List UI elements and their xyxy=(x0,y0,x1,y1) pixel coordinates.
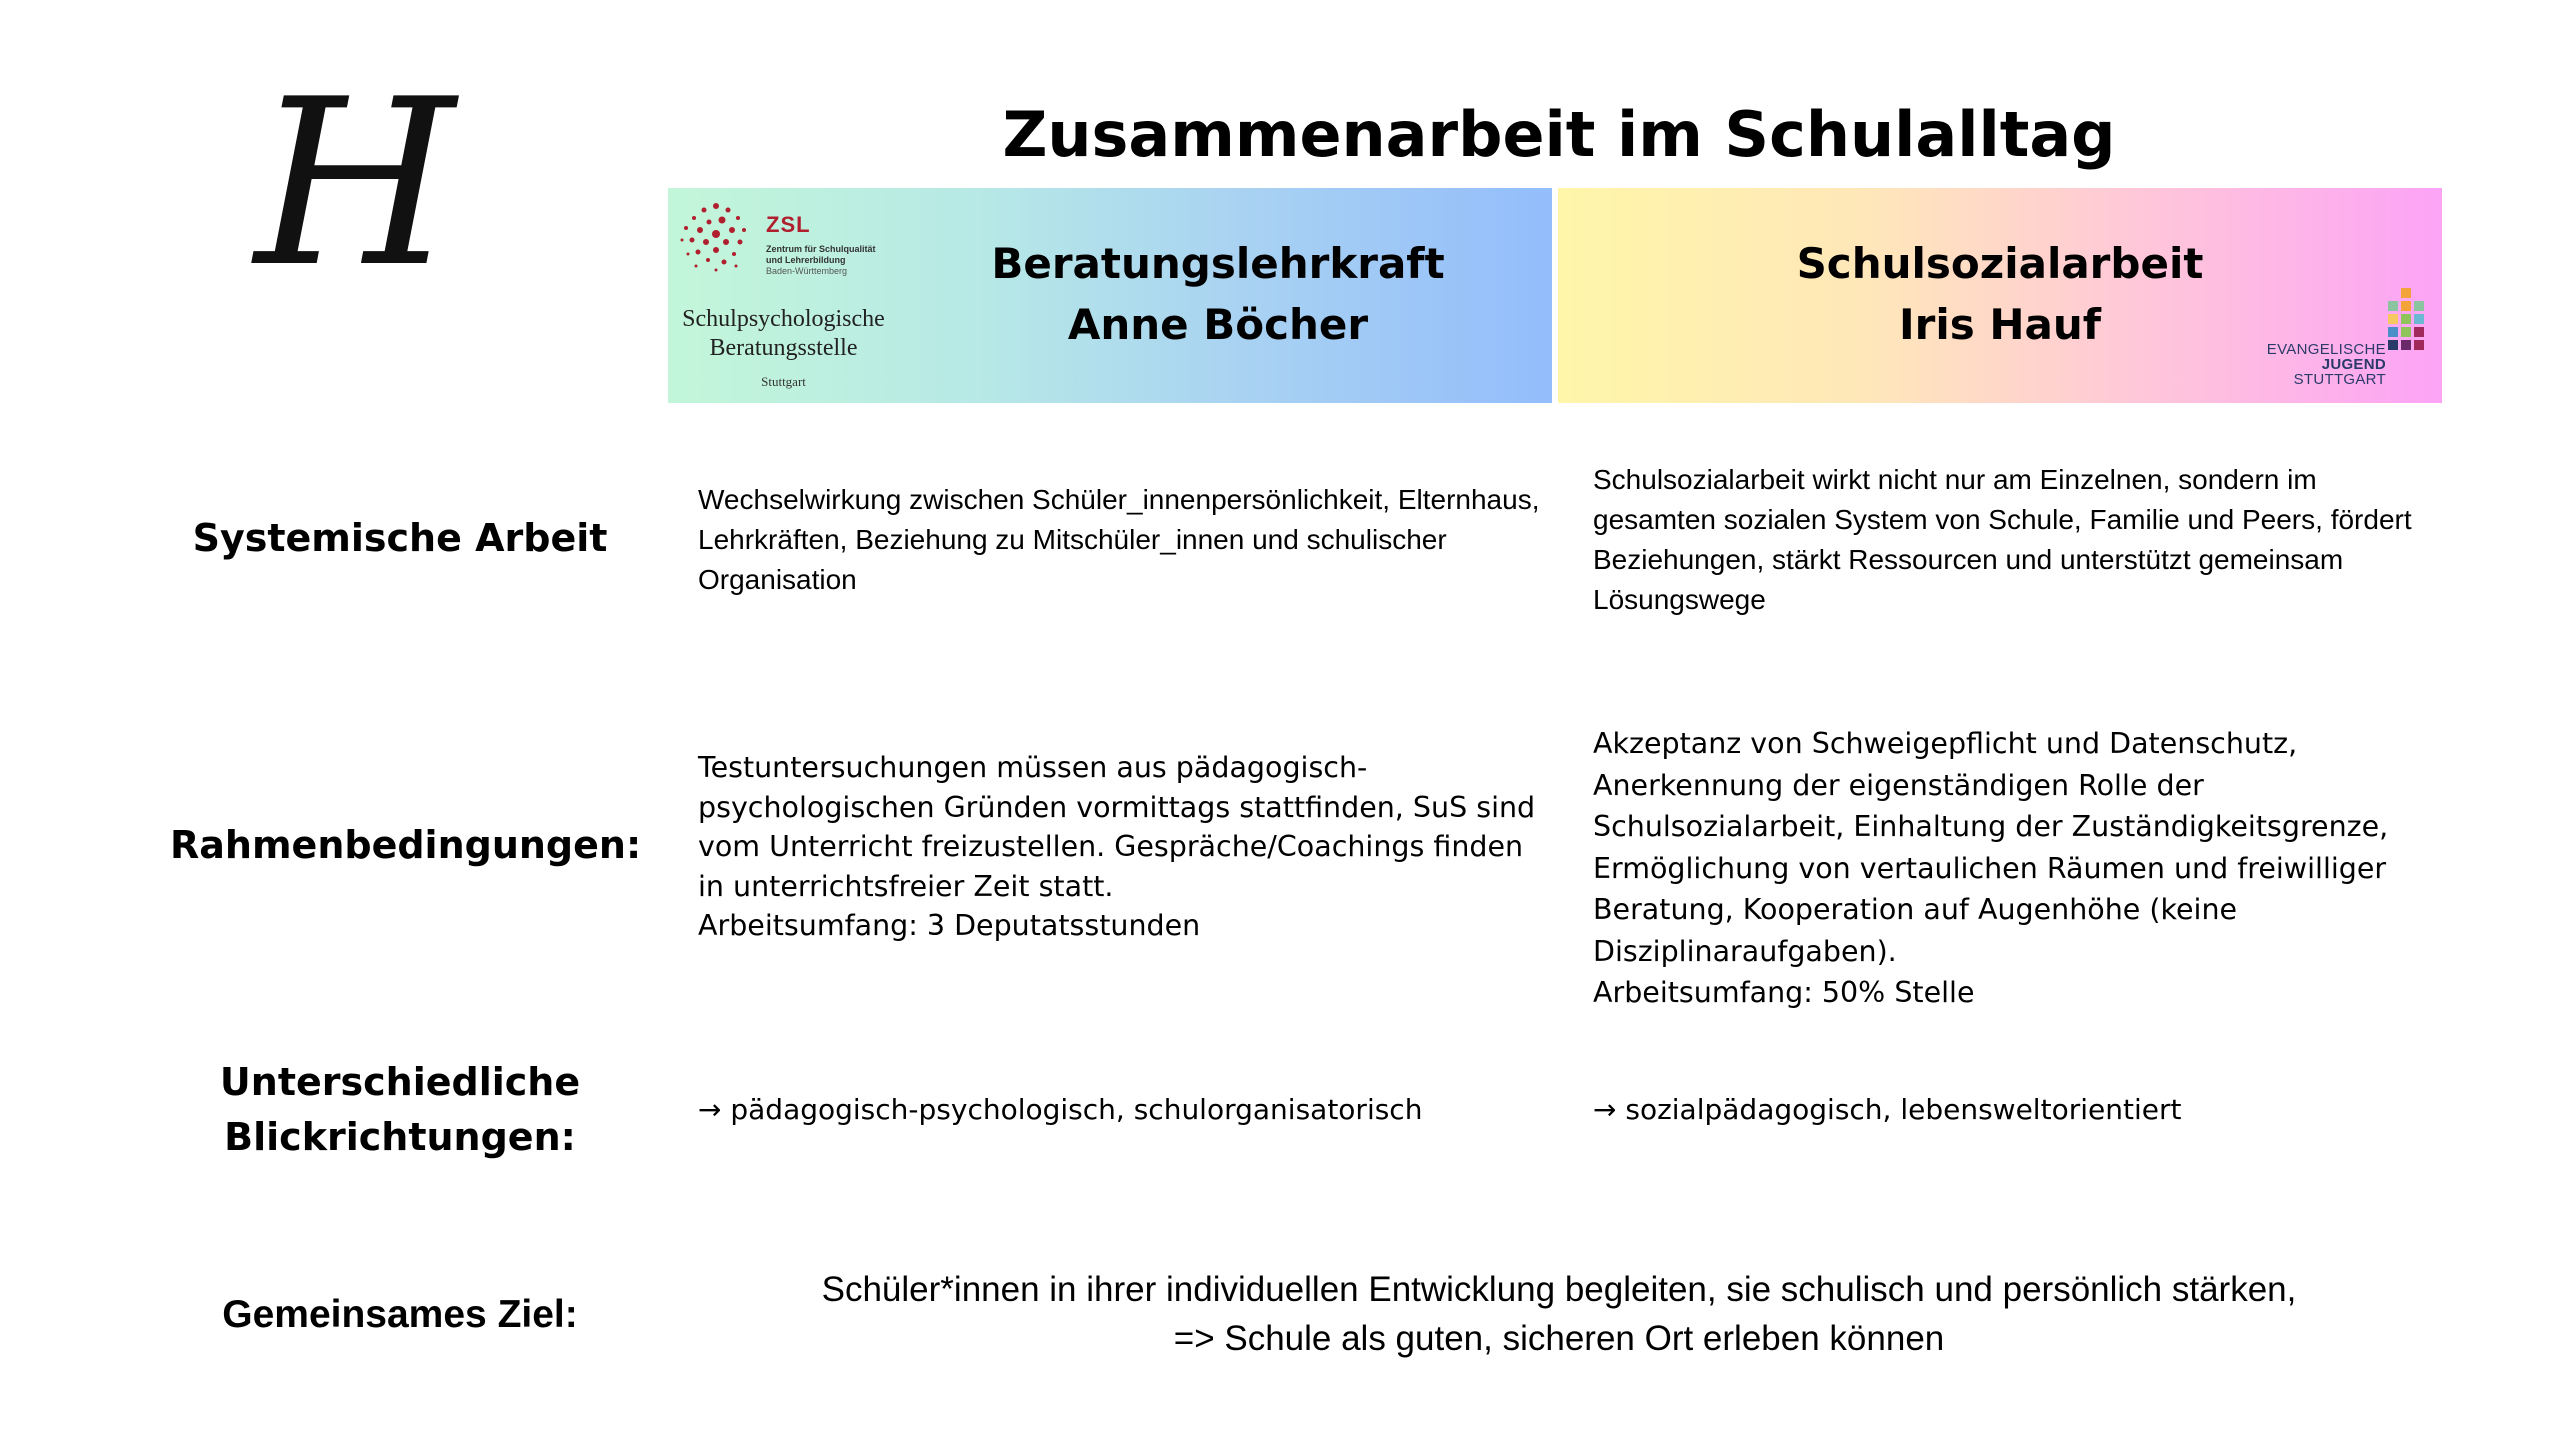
header-title-left xyxy=(878,233,1558,355)
ej-line-1: EVANGELISCHE xyxy=(2266,341,2386,358)
rahmen-right-text: Akzeptanz von Schweigepflicht und Datenschutz, Anerkennung der eigenständigen Rolle der Schulsozialarbeit, Einhaltung der Zuständigkeitsgrenze, Ermöglichung von vertaulichen Räumen und freiwilliger Beratung, Kooperation auf Augenhöhe (keine Disziplinaraufgaben). xyxy=(1593,727,2389,968)
blick-label-line-1: Unterschiedliche xyxy=(219,1060,581,1104)
zsl-subtitle-2: und Lehrerbildung xyxy=(766,255,846,265)
header-schulsozialarbeit xyxy=(1558,188,2442,403)
spb-name-1: Schulpsychologische xyxy=(682,306,885,332)
goal-line-2: => Schule als guten, sicheren Ort erleben können xyxy=(1173,1319,1945,1358)
spb-name-2: Beratungsstelle xyxy=(709,335,858,361)
header-beratungslehrkraft xyxy=(668,188,1552,403)
row-label-systemische-arbeit: Systemische Arbeit xyxy=(192,516,608,560)
ej-line-2: JUGEND xyxy=(2321,356,2386,373)
zsl-logo xyxy=(676,198,891,398)
zsl-subtitle-1: Zentrum für Schulqualität xyxy=(766,244,876,254)
rahmen-left-text: Testuntersuchungen müssen aus pädagogisch-psychologischen Gründen vormittags stattfinden, SuS sind vom Unterricht freizustellen. Gespräche/Coachings finden in unterrichtsfreier Zeit statt. xyxy=(698,751,1536,903)
header-role-right: Schulsozialarbeit xyxy=(1796,239,2204,288)
goal-text xyxy=(668,1265,2450,1363)
evangelische-jugend-logo xyxy=(2258,288,2438,398)
blick-label-line-2: Blickrichtungen: xyxy=(224,1115,576,1159)
cell-blick-right: → sozialpädagogisch, lebensweltorientiert xyxy=(1593,1093,2182,1126)
goal-line-1: Schüler*innen in ihrer individuellen Entwicklung begleiten, sie schulisch und persönlich stärken, xyxy=(821,1270,2297,1309)
row-label-rahmenbedingungen: Rahmenbedingungen: xyxy=(170,823,642,867)
page-title: Zusammenarbeit im Schulalltag xyxy=(1002,98,2116,171)
ej-squares-icon xyxy=(2384,288,2432,384)
zsl-subtitle-3: Baden-Württemberg xyxy=(766,266,848,276)
zsl-abbr: ZSL xyxy=(766,212,811,237)
ej-line-3: STUTTGART xyxy=(2293,371,2386,388)
cell-blick-left: → pädagogisch-psychologisch, schulorganisatorisch xyxy=(698,1093,1423,1126)
cell-rahmen-left xyxy=(698,748,1548,946)
monogram-logo: H xyxy=(254,51,456,318)
row-label-blickrichtungen xyxy=(170,1055,630,1165)
zsl-dots-icon xyxy=(676,198,756,278)
rahmen-left-scope: Arbeitsumfang: 3 Deputatsstunden xyxy=(698,909,1201,942)
header-person-right: Iris Hauf xyxy=(1898,300,2102,349)
cell-systemisch-left: Wechselwirkung zwischen Schüler_innenpersönlichkeit, Elternhaus, Lehrkräften, Beziehung zu Mitschüler_innen und schulischer Organisation xyxy=(698,484,1540,595)
cell-systemisch-right: Schulsozialarbeit wirkt nicht nur am Einzelnen, sondern im gesamten sozialen System von Schule, Familie und Peers, fördert Beziehungen, stärkt Ressourcen und unterstützt gemeinsam Lösungswege xyxy=(1593,464,2412,615)
header-person-left: Anne Böcher xyxy=(1067,300,1369,349)
spb-city: Stuttgart xyxy=(761,374,806,389)
cell-rahmen-right xyxy=(1593,723,2443,1014)
rahmen-right-scope: Arbeitsumfang: 50% Stelle xyxy=(1593,976,1975,1009)
header-role-left: Beratungslehrkraft xyxy=(991,239,1445,288)
row-label-gemeinsames-ziel: Gemeinsames Ziel: xyxy=(222,1293,578,1336)
